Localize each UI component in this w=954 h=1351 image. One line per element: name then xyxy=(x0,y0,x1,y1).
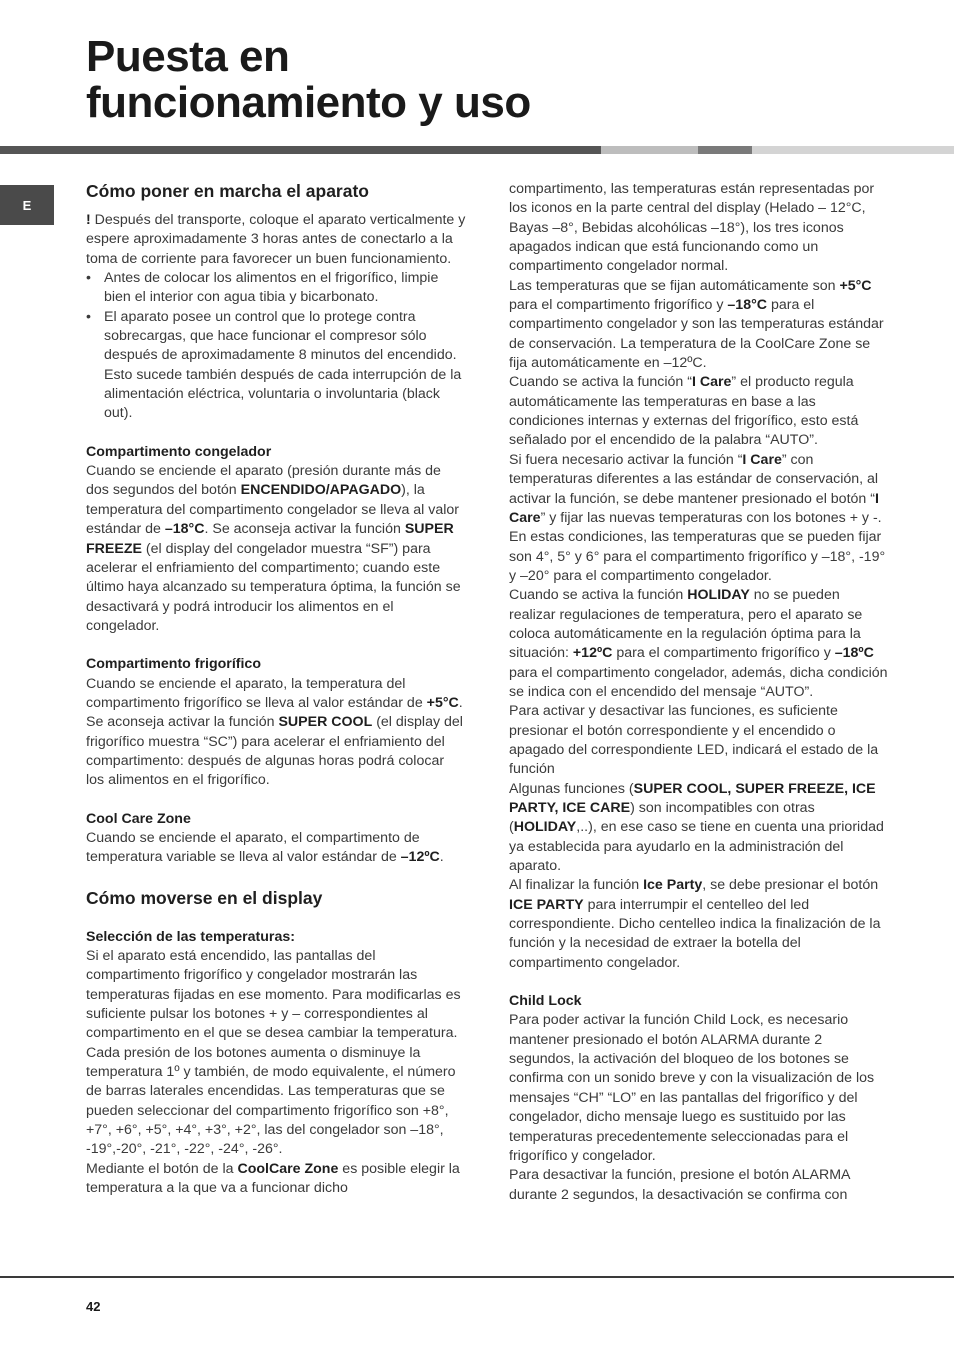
freezer-paragraph: Cuando se enciende el aparato (presión durante más de dos segundos del botón ENCENDIDO/APAGADO), la temperatura del compartimento congelador se lleva al valor estándar de –18°C. Se aconseja activar la función SUPER FREEZE (el display del congelador muestra “SF”) para acelerar el enfriamiento del compartimento; cuando este último haya alcanzado su temperatura óptima, la función se desactivará y podrá introducir los alimentos en el congelador. xyxy=(86,463,461,634)
paragraph: Cuando se activa la función “I Care” el producto regula automáticamente las temperaturas en base a las condiciones internas y externas del frigorífico, esto está señalado por el encendido de la palabra “AUTO”. xyxy=(509,374,859,449)
fridge-paragraph: Cuando se enciende el aparato, la temperatura del compartimento frigorífico se lleva al valor estándar de +5°C. Se aconseja activar la función SUPER COOL (el display del frigorífico muestra “SC”) para acelerar el enfriamiento del compartimento: después de algunas horas podrá colocar los alimentos en el frigorífico. xyxy=(86,675,463,789)
title-line-1: Puesta en xyxy=(86,32,290,81)
language-tab: E xyxy=(0,185,54,225)
subheading-fridge: Compartimento frigorífico xyxy=(86,656,261,673)
paragraph: compartimento, las temperaturas están representadas por los iconos en la parte central del display (Helado – 12°C, Bayas –8°, Bebidas alcohólicas –18°), los tres iconos apagados indican que está funcionando como un compartimento congelador normal. xyxy=(509,181,875,275)
left-column xyxy=(86,180,466,1198)
page-title xyxy=(86,34,531,126)
transport-warning: ! Después del transporte, coloque el aparato verticalmente y espere aproximadamente 3 horas antes de conectarlo a la toma de corriente para favorecer un buen funcionamiento. xyxy=(86,212,466,267)
right-column xyxy=(509,180,889,1205)
paragraph: Para activar y desactivar las funciones, es suficiente presionar el botón correspondiente y el encendido o apagado del correspondiente LED, indicará el estado de la función xyxy=(509,703,879,778)
title-line-2: funcionamiento y uso xyxy=(86,78,531,127)
subheading-select-temperatures: Selección de las temperaturas: xyxy=(86,928,295,945)
page-number: 42 xyxy=(86,1299,101,1314)
coolcare-button-paragraph: Mediante el botón de la CoolCare Zone es posible elegir la temperatura a la que va a funcionar dicho xyxy=(86,1160,460,1197)
child-lock-paragraph: Para poder activar la función Child Lock, es necesario mantener presionado el botón ALARMA durante 2 segundos, la activación del bloqueo de los botones se confirma con un sonido breve y con la visualización de los mensajes “CH” “LO” en las pantallas del frigorífico y del congelador, dicho mensaje luego es sustituido por las temperaturas precedentemente seleccionadas para el frigorífico y congelador. xyxy=(509,1012,875,1164)
subheading-child-lock: Child Lock xyxy=(509,993,582,1010)
paragraph: Algunas funciones (SUPER COOL, SUPER FREEZE, ICE PARTY, ICE CARE) son incompatibles con otras (HOLIDAY,..), en ese caso se tiene en cuenta una prioridad ya establecida para ayudarlo en la administración del aparato. xyxy=(509,780,884,875)
paragraph: Al finalizar la función Ice Party, se debe presionar el botón ICE PARTY para interrumpir el centelleo del led correspondiente. Dicho centelleo indica la finalización de la función y la necesidad de extraer la botella del compartimento congelador. xyxy=(509,877,881,971)
warning-mark: ! xyxy=(86,212,91,228)
paragraph: Cuando se activa la función HOLIDAY no se pueden realizar regulaciones de temperatura, pero el aparato se coloca automáticamente en la regulación óptima para la situación: +12ºC para el compartimento frigorífico y –18ºC para el compartimento congelador, además, dicha condición se indica con el encendido del mensaje “AUTO”. xyxy=(509,587,888,700)
header-rule-pale xyxy=(752,146,954,154)
child-lock-deactivate-paragraph: Para desactivar la función, presione el botón ALARMA durante 2 segundos, la desactivación se confirma con xyxy=(509,1167,850,1203)
subheading-coolcare: Cool Care Zone xyxy=(86,810,191,827)
paragraph: Si fuera necesario activar la función “I Care” con temperaturas diferentes a las estándar de conservación, al activar la función, se debe mantener presionado el botón “I Care” y fijar las nuevas temperaturas con los botones + y -. En estas condiciones, las temperaturas que se pueden fijar son 4°, 5° y 6° para el compartimento frigorífico y –18°, -19° y –20° para el compartimento congelador. xyxy=(509,451,886,584)
list-item: • El aparato posee un control que lo protege contra sobrecargas, que hace funcionar el compresor sólo después de aproximadamente 8 minutos del encendido. Esto sucede también después de cada interrupción de la alimentación eléctrica, voluntaria o involuntaria (black out). xyxy=(86,308,466,424)
coolcare-paragraph: Cuando se enciende el aparato, el compartimento de temperatura variable se lleva al valor estándar de –12ºC. xyxy=(86,829,444,866)
select-temperatures-paragraph: Si el aparato está encendido, las pantallas del compartimento frigorífico y congelador mostrarán las temperaturas fijadas en ese momento. Para modificarlas es suficiente pulsar los botones + y – correspondientes al compartimento en el que se desea cambiar la temperatura. Cada presión de los botones aumenta o disminuye la temperatura 1º y también, de modo equivalente, el número de barras laterales encendidas. Las temperaturas que se pueden seleccionar del compartimento frigorífico son +8°, +7°, +6°, +5°, +4°, +3°, +2°, las del congelador son –18°, -19°,-20°, -21°, -22°, -24°, -26°. xyxy=(86,948,461,1158)
header-rule-light xyxy=(601,146,698,154)
header-rule-mid xyxy=(698,146,752,154)
header-rule-dark xyxy=(0,146,601,154)
start-bullet-list xyxy=(86,269,466,424)
section-heading-display: Cómo moverse en el display xyxy=(86,887,323,908)
section-heading-start: Cómo poner en marcha el aparato xyxy=(86,181,369,201)
list-item: • Antes de colocar los alimentos en el frigorífico, limpie bien el interior con agua tibia y bicarbonato. xyxy=(86,269,466,308)
paragraph: Las temperaturas que se fijan automáticamente son +5°C para el compartimento frigorífico y –18°C para el compartimento congelador y son las temperaturas estándar de conservación. La temperatura de la CoolCare Zone se fija automáticamente en –12ºC. xyxy=(509,277,884,372)
subheading-freezer: Compartimento congelador xyxy=(86,443,272,460)
footer-rule xyxy=(0,1276,954,1278)
